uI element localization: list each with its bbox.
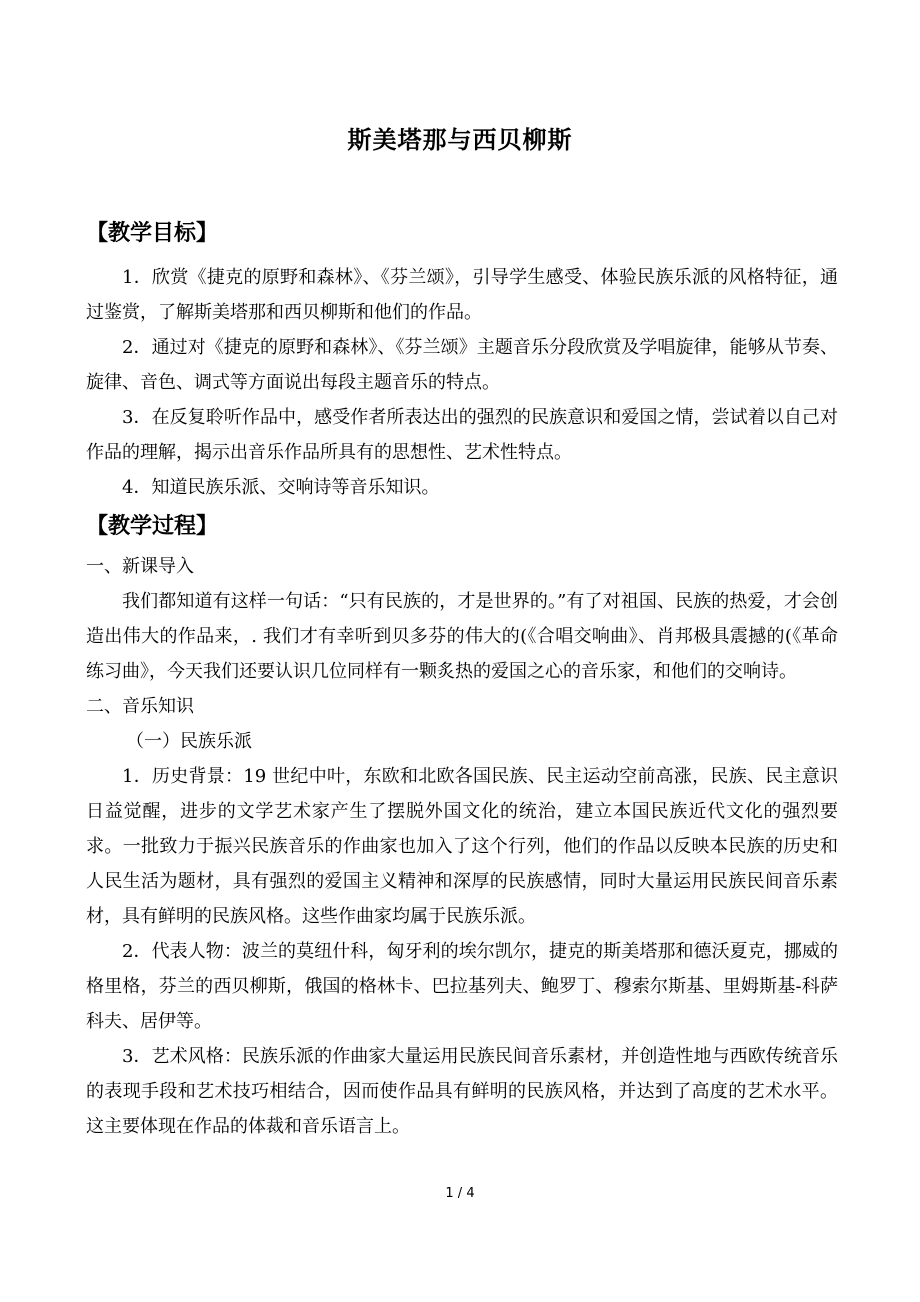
- objective-item-4: 4．知道民族乐派、交响诗等音乐知识。: [122, 477, 440, 498]
- objective-item-2: 2．通过对《捷克的原野和森林》、《芬兰颂》主题音乐分段欣赏及学唱旋律，能够从节奏、旋律、音色、调式等方面说出每段主题音乐的特点。: [86, 337, 838, 393]
- objective-item-1: 1．欣赏《捷克的原野和森林》、《芬兰颂》，引导学生感受、体验民族乐派的风格特征，通过鉴赏，了解斯美塔那和西贝柳斯和他们的作品。: [86, 267, 838, 323]
- page-number: 1 / 4: [445, 1186, 475, 1201]
- part2-item-2: 2．代表人物：波兰的莫纽什科，匈牙利的埃尔凯尔，捷克的斯美塔那和德沃夏克，挪威的格里格，芬兰的西贝柳斯，俄国的格林卡、巴拉基列夫、鲍罗丁、穆索尔斯基、里姆斯基-科萨科夫、居伊等。: [86, 941, 838, 1032]
- document-title: 斯美塔那与西贝柳斯: [347, 126, 573, 154]
- part2-subtitle: （一）民族乐派: [126, 731, 252, 752]
- part2-item-1: 1．历史背景：19 世纪中叶，东欧和北欧各国民族、民主运动空前高涨，民族、民主意识日益觉醒，进步的文学艺术家产生了摆脱外国文化的统治，建立本国民族近代文化的强烈要求。一批致力于振兴民族音乐的作曲家也加入了这个行列，他们的作品以反映本民族的历史和人民生活为题材，具有强烈的爱国主义精神和深厚的民族感情，同时大量运用民族民间音乐素材，具有鲜明的民族风格。这些作曲家均属于民族乐派。: [86, 766, 838, 927]
- objectives-heading: 【教学目标】: [86, 221, 219, 246]
- part1-title: 一、新课导入: [86, 556, 194, 577]
- objective-item-3: 3．在反复聆听作品中，感受作者所表达出的强烈的民族意识和爱国之情，尝试着以自己对作品的理解，揭示出音乐作品所具有的思想性、艺术性特点。: [86, 407, 838, 463]
- part2-title: 二、音乐知识: [86, 696, 194, 717]
- part1-text: 我们都知道有这样一句话：“只有民族的，才是世界的。”有了对祖国、民族的热爱，才会创造出伟大的作品来，. 我们才有幸听到贝多芬的伟大的(《合唱交响曲》、肖邦极具震撼的(《革命练习曲》，今天我们还要认识几位同样有一颗炙热的爱国之心的音乐家，和他们的交响诗。: [86, 591, 838, 682]
- process-heading: 【教学过程】: [86, 514, 219, 539]
- document-body: [86, 212, 838, 1144]
- part2-item-3: 3．艺术风格：民族乐派的作曲家大量运用民族民间音乐素材，并创造性地与西欧传统音乐的表现手段和艺术技巧相结合，因而使作品具有鲜明的民族风格，并达到了高度的艺术水平。这主要体现在作品的体裁和音乐语言上。: [86, 1046, 838, 1137]
